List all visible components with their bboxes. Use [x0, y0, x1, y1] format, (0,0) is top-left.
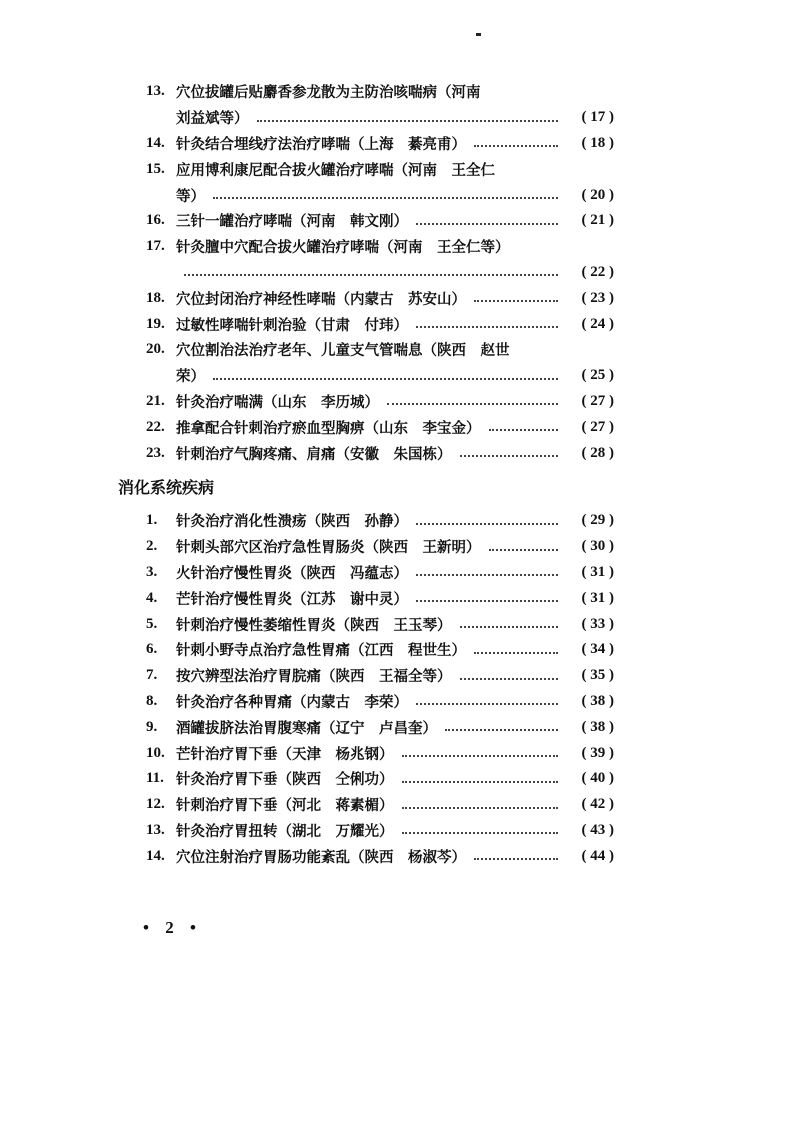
entry-title: 芒针治疗胃下垂（天津 杨兆钢） — [176, 746, 394, 763]
entry-title: 过敏性哮喘针刺治验（甘肃 付玮） — [176, 317, 408, 334]
entry-title: 针灸治疗胃下垂（陕西 仝俐功） — [176, 772, 394, 789]
toc-entry[interactable] — [146, 818, 614, 844]
entry-page: ( 20 ) — [581, 186, 614, 203]
entry-page: ( 38 ) — [581, 692, 614, 709]
entry-number: 20. — [146, 341, 165, 358]
dot-leader — [257, 120, 559, 122]
scan-mark — [476, 33, 481, 36]
dot-leader — [416, 523, 558, 525]
entry-number: 14. — [146, 847, 165, 864]
dot-leader — [474, 300, 558, 302]
entry-number: 13. — [146, 83, 165, 100]
entry-number: 18. — [146, 289, 165, 306]
toc-entry[interactable] — [146, 560, 614, 586]
entry-number: 6. — [146, 641, 158, 658]
entry-title: 针灸治疗胃扭转（湖北 万耀光） — [176, 823, 394, 840]
toc-entry-continuation[interactable] — [146, 260, 614, 286]
dot-leader — [474, 858, 558, 860]
toc-entry-continuation[interactable] — [146, 105, 614, 131]
dot-leader — [416, 223, 558, 225]
entry-title-cont: 刘益斌等） — [176, 111, 249, 128]
entry-title: 穴位拔罐后贴麝香参龙散为主防治咳喘病（河南 — [176, 85, 481, 102]
toc-entry[interactable] — [146, 131, 614, 157]
entry-title: 针灸膻中穴配合拔火罐治疗哮喘（河南 王全仁等） — [176, 240, 510, 257]
entry-page: ( 43 ) — [581, 821, 614, 838]
entry-page: ( 31 ) — [581, 589, 614, 606]
toc-entry[interactable] — [146, 714, 614, 740]
entry-number: 1. — [146, 512, 158, 529]
entry-number: 7. — [146, 667, 158, 684]
entry-page: ( 23 ) — [581, 289, 614, 306]
entry-title: 按穴辨型法治疗胃脘痛（陕西 王福全等） — [176, 669, 452, 686]
toc-entry[interactable] — [146, 689, 614, 715]
dot-leader — [213, 197, 558, 199]
entry-page: ( 29 ) — [581, 512, 614, 529]
toc-entry[interactable] — [146, 208, 614, 234]
dot-leader — [460, 455, 559, 457]
entry-title: 酒罐拔脐法治胃腹寒痛（辽宁 卢昌奎） — [176, 720, 437, 737]
entry-number: 19. — [146, 315, 165, 332]
entry-page: ( 21 ) — [581, 212, 614, 229]
toc-entry[interactable] — [146, 285, 614, 311]
entry-number: 23. — [146, 444, 165, 461]
entry-page: ( 40 ) — [581, 770, 614, 787]
toc-entry[interactable] — [146, 843, 614, 869]
toc-entry[interactable] — [146, 766, 614, 792]
dot-leader — [184, 274, 558, 276]
entry-number: 9. — [146, 718, 158, 735]
entry-title: 三针一罐治疗哮喘（河南 韩文刚） — [176, 214, 408, 231]
entry-page: ( 24 ) — [581, 315, 614, 332]
entry-title: 针刺治疗气胸疼痛、肩痛（安徽 朱国栋） — [176, 446, 452, 463]
entry-number: 2. — [146, 538, 158, 555]
dot-leader — [460, 678, 559, 680]
entry-title: 针灸结合埋线疗法治疗哮喘（上海 綦亮甫） — [176, 136, 466, 153]
entry-page: ( 30 ) — [581, 538, 614, 555]
toc-entry[interactable] — [146, 311, 614, 337]
dot-leader — [474, 145, 558, 147]
entry-title: 穴位注射治疗胃肠功能紊乱（陕西 杨淑芩） — [176, 849, 466, 866]
table-of-contents — [118, 79, 614, 869]
dot-leader — [489, 549, 559, 551]
entry-title: 针刺治疗慢性萎缩性胃炎（陕西 王玉琴） — [176, 617, 452, 634]
toc-entry-continuation[interactable] — [146, 363, 614, 389]
entry-page: ( 35 ) — [581, 667, 614, 684]
toc-entry[interactable] — [146, 637, 614, 663]
toc-entry[interactable] — [146, 740, 614, 766]
entry-title: 穴位封闭治疗神经性哮喘（内蒙古 苏安山） — [176, 291, 466, 308]
entry-title: 推拿配合针刺治疗瘀血型胸痹（山东 李宝金） — [176, 420, 481, 437]
entry-page: ( 31 ) — [581, 563, 614, 580]
entry-title: 针灸治疗消化性溃疡（陕西 孙静） — [176, 514, 408, 531]
entry-page: ( 33 ) — [581, 615, 614, 632]
section-heading: 消化系统疾病 — [118, 477, 215, 497]
entry-number: 22. — [146, 418, 165, 435]
dot-leader — [402, 781, 559, 783]
entry-page: ( 22 ) — [581, 263, 614, 280]
entry-title: 针刺小野寺点治疗急性胃痛（江西 程世生） — [176, 643, 466, 660]
toc-section-respiratory — [146, 79, 614, 466]
entry-title-cont: 荣） — [176, 369, 205, 386]
dot-leader — [416, 600, 558, 602]
entry-page: ( 42 ) — [581, 796, 614, 813]
toc-entry[interactable] — [146, 440, 614, 466]
entry-number: 17. — [146, 238, 165, 255]
entry-title: 针刺头部穴区治疗急性胃肠炎（陕西 王新明） — [176, 540, 481, 557]
entry-page: ( 28 ) — [581, 444, 614, 461]
toc-entry[interactable] — [146, 508, 614, 534]
dot-leader — [402, 807, 559, 809]
toc-entry-continuation[interactable] — [146, 182, 614, 208]
toc-entry[interactable] — [146, 414, 614, 440]
dot-leader — [416, 574, 558, 576]
entry-number: 4. — [146, 589, 158, 606]
entry-number: 10. — [146, 744, 165, 761]
dot-leader — [402, 832, 559, 834]
toc-entry[interactable] — [146, 156, 614, 182]
entry-number: 3. — [146, 563, 158, 580]
page-number: • 2 • — [143, 918, 202, 937]
entry-number: 12. — [146, 796, 165, 813]
dot-leader — [474, 652, 558, 654]
entry-page: ( 25 ) — [581, 367, 614, 384]
entry-number: 5. — [146, 615, 158, 632]
entry-title: 针刺治疗胃下垂（河北 蒋素楣） — [176, 798, 394, 815]
dot-leader — [387, 403, 558, 405]
entry-page: ( 18 ) — [581, 134, 614, 151]
dot-leader — [213, 378, 558, 380]
entry-page: ( 27 ) — [581, 392, 614, 409]
entry-title-cont: 等） — [176, 188, 205, 205]
toc-entry[interactable] — [146, 234, 614, 260]
toc-entry[interactable] — [146, 663, 614, 689]
entry-number: 13. — [146, 821, 165, 838]
entry-title: 针灸治疗喘满（山东 李历城） — [176, 394, 379, 411]
toc-entry[interactable] — [146, 534, 614, 560]
entry-title: 穴位割治法治疗老年、儿童支气管喘息（陕西 赵世 — [176, 343, 510, 360]
dot-leader — [416, 326, 558, 328]
toc-entry[interactable] — [146, 585, 614, 611]
entry-page: ( 27 ) — [581, 418, 614, 435]
entry-page: ( 39 ) — [581, 744, 614, 761]
toc-entry[interactable] — [146, 611, 614, 637]
entry-page: ( 44 ) — [581, 847, 614, 864]
toc-entry[interactable] — [146, 337, 614, 363]
entry-number: 11. — [146, 770, 164, 787]
entry-number: 14. — [146, 134, 165, 151]
entry-number: 8. — [146, 692, 158, 709]
toc-entry[interactable] — [146, 79, 614, 105]
entry-number: 16. — [146, 212, 165, 229]
toc-entry[interactable] — [146, 389, 614, 415]
entry-number: 15. — [146, 160, 165, 177]
dot-leader — [402, 755, 559, 757]
toc-entry[interactable] — [146, 792, 614, 818]
dot-leader — [416, 703, 558, 705]
entry-title: 芒针治疗慢性胃炎（江苏 谢中灵） — [176, 591, 408, 608]
entry-title: 应用博利康尼配合拔火罐治疗哮喘（河南 王全仁 — [176, 162, 495, 179]
entry-page: ( 17 ) — [581, 109, 614, 126]
dot-leader — [489, 429, 559, 431]
entry-number: 21. — [146, 392, 165, 409]
dot-leader — [445, 729, 558, 731]
entry-title: 火针治疗慢性胃炎（陕西 冯蕴志） — [176, 565, 408, 582]
toc-section-digestive — [146, 508, 614, 869]
entry-title: 针灸治疗各种胃痛（内蒙古 李荣） — [176, 694, 408, 711]
entry-page: ( 34 ) — [581, 641, 614, 658]
entry-page: ( 38 ) — [581, 718, 614, 735]
dot-leader — [460, 626, 559, 628]
